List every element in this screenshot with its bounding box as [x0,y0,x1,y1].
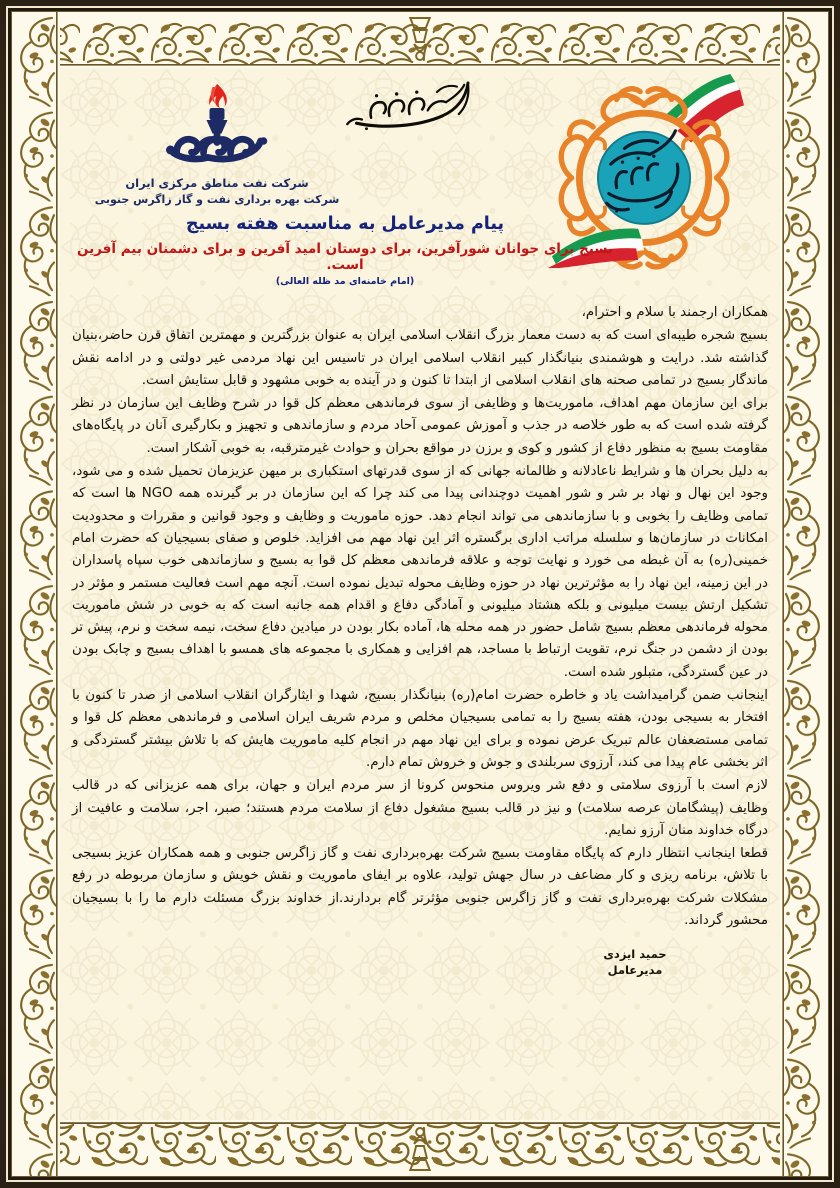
inner-frame [11,11,829,1177]
signature-block [72,946,829,978]
title-block [58,214,782,287]
company-name-line2: شرکت بهره برداری نفت و گاز زاگرس جنوبی [94,193,340,206]
letter-content [58,66,782,1122]
signatory-name: حمید ایزدی [603,947,667,962]
page-subtitle: بسیج برای جوانان شورآفرین، برای دوستان امید آفرین و برای دشمنان بیم آفرین است. [76,241,614,273]
nioc-torch-icon [157,80,277,172]
paragraph-6: قطعا اینجانب انتظار دارم که پایگاه مقاومت بسیج شرکت بهره‌برداری نفت و گاز زاگرس جنوبی و همه همکاران عزیز بسیجی با تلاش، برنامه ریزی و کار مضاعف در سال جهش تولید، علاوه بر ایفای ماموریت و نقش خویش و سازمان مربوطه در رفع مشکلات شرکت بهره‌برداری نفت و گاز زاگرس جنوبی مؤثرتر گام بردارند.از خداوند بزرگ مسئلت دارم ما را با بسیجیان محشور گرداند. [72,846,768,929]
quote-attribution: (امام خامنه‌ای مد ظله العالی) [275,276,415,287]
iran-flag-ribbon-top [666,74,744,143]
ornament-border-bottom [12,1120,828,1176]
ornament-border-left [12,12,60,1176]
paragraph-5: لازم است با آرزوی سلامتی و دفع شر ویروس منحوس کرونا از سر مردم ایران و جهان، برای همه عزیزانی که در قالب وظایف (پیشگامان عرصه سلامت) و نیز در قالب بسیج مشغول دفاع از سلامت مردم هستند؛ صبر، اجر، سلامت و عافیت از درگاه خداوند منان آرزو نمایم. [72,778,768,838]
paragraph-2: برای این سازمان مهم اهداف، ماموریت‌ها و وظایفی از سوی فرماندهی معظم کل قوا در شرح وظایف این سازمان در نظر گرفته شده است که به طور خلاصه در جذب و آموزش عمومی آحاد مردم و سازماندهی و تجهیز و بکارگیری آنان در پایگاه‌های مقاومت بسیج به منظور دفاع از کشور و کوی و برزن در مواقع بحران و حوادث غیرمترقبه، به خوبی آشکار است. [72,396,768,456]
ornament-border-top [12,12,828,68]
greeting-line: همکاران ارجمند با سلام و احترام، [581,305,768,320]
paragraph-4: اینجانب ضمن گرامیداشت یاد و خاطره حضرت امام(ره) بنیانگذار بسیج، شهدا و ایثارگران انقلاب اسلامی از صدر تا کنون با افتخار به بسیجی بودن، هفته بسیج را به تمامی بسیجیان مخلص و مردم شریف ایران اسلامی و فرماندهی معظم کل قوا و تمامی مستضعفان عالم تبریک عرض نموده و برای این نهاد مهم در انجام کلیه ماموریت هایش که با تلاش بیشتر گستردگی و اثر بخشی عام پیدا می کند، آرزوی سربلندی و جوش و خروش تمام دارم. [72,688,768,770]
signatory-role: مدیرعامل [607,963,663,978]
paragraph-3: به دلیل بحران ها و شرایط ناعادلانه و ظالمانه جهانی که از سوی قدرتهای استکباری بر میهن عزیزمان تحمیل شده و می شود، وجود این نهال و نهاد بر شر و شور اهمیت دوچندانی پیدا می کند چرا که این سازمان در بر گیرنده همه NGO ها است که تمامی وظایف را بخوبی و با سازماندهی می تواند انجام دهد. حوزه ماموریت و وظایف و وجود قوانین و مقررات و محدودیت امکانات در سازمان‌ها و سلسله مراتب اداری برگستره اثر این نهاد مهم می افزاید. خلوص و صفای بسیجیان که حضرت امام خمینی(ره) به آن غبطه می خورد و نهایت توجه و علاقه فرماندهی معظم کل قوا به بسیج و سازماندهی خوب سپاه پاسداران در این زمینه، این نهاد را به مؤثرترین نهاد در حوزه وظایف محوله تبدیل نموده است. آنچه مهم است فعالیت مستمر و مؤثر در تشکیل ارتش بیست میلیونی و بلکه هشتاد میلیونی و آمادگی دفاع و اقدام همه جانبه است که به خوبی در شش ماموریت محوله فرماندهی معظم بسیج شامل حضور در همه محله ها، آماده بکار بودن در میادین دفاع سخت، نیمه سخت و نرم، پیش تر بودن از دشمن در جنگ نرم، تقویت ارتباط با مساجد، هم افزایی و همکاری با مجموعه های همسو با اهداف بسیج و چابک بودن در عین گستردگی، متبلور شده است. [72,464,768,680]
outer-frame [6,6,834,1182]
letter-body [72,302,768,978]
ornament-border-right [780,12,828,1176]
paragraph-1: بسیج شجره طیبه‌ای است که به دست معمار بزرگ انقلاب اسلامی ایران به عنوان بزرگترین و مهمترین اتفاق قرن حاضر،بنیان گذاشته شد. درایت و هوشمندی بنیانگذار کبیر انقلاب اسلامی ایران در تاسیس این نهاد مردمی غیر دولتی و در ادامه نقش ماندگار بسیج در تمامی صحنه های انقلاب اسلامی از ابتدا تا کنون و در آینده به خوبی مشهود و قابل ستایش است. [72,328,768,388]
letter-header [58,66,782,302]
page-title: پیام مدیرعامل به مناسبت هفته بسیج [185,214,505,234]
basmala-icon [329,72,512,136]
company-name-line1: شرکت نفت مناطق مرکزی ایران [125,176,309,190]
nioc-logo-block [92,80,342,206]
